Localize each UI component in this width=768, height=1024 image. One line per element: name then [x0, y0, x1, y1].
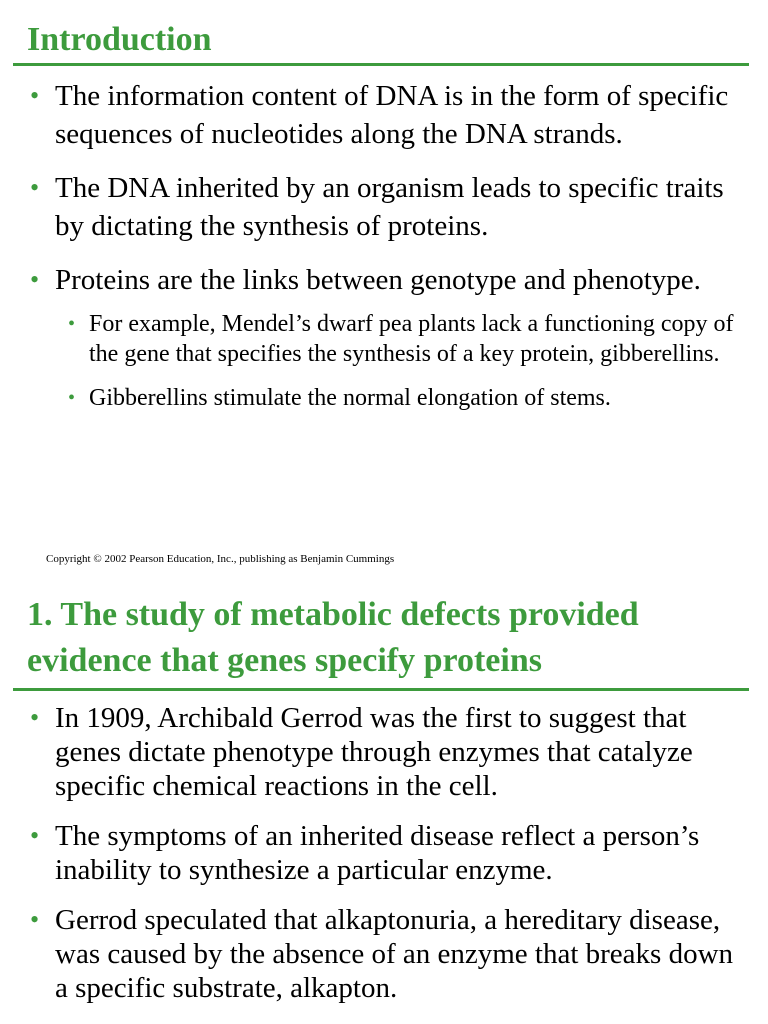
bullet-icon: •: [30, 821, 40, 850]
bullet-text: Proteins are the links between genotype and phenotype.: [55, 264, 701, 296]
sub-bullet-text: For example, Mendel’s dwarf pea plants lack a functioning copy of the gene that specifies the synthesis of a key protein, gibberellins.: [89, 311, 734, 367]
bullet-icon: •: [30, 265, 40, 294]
bullet-text: In 1909, Archibald Gerrod was the first to suggest that genes dictate phenotype through enzymes that catalyze specific chemical reactions in the cell.: [55, 702, 693, 802]
slide-title: Introduction: [27, 21, 212, 58]
sub-bullet-icon: •: [68, 387, 76, 409]
bullet-text: The information content of DNA is in the form of specific sequences of nucleotides along the DNA strands.: [55, 80, 729, 150]
slide-metabolic-defects: [0, 588, 768, 1024]
bullet-list: [0, 77, 768, 427]
bullet-item: [0, 77, 768, 153]
sub-bullet-text: Gibberellins stimulate the normal elongation of stems.: [89, 385, 611, 411]
slide-title: 1. The study of metabolic defects provided evidence that genes specify proteins: [27, 596, 639, 679]
bullet-icon: •: [30, 703, 40, 732]
sub-bullet-icon: •: [68, 313, 76, 335]
bullet-icon: •: [30, 81, 40, 110]
bullet-text: The DNA inherited by an organism leads to specific traits by dictating the synthesis of proteins.: [55, 172, 724, 242]
sub-bullet-item: [0, 383, 768, 413]
bullet-item: [0, 819, 768, 887]
bullet-item: [0, 261, 768, 299]
title-divider: [13, 63, 749, 66]
copyright-notice: Copyright © 2002 Pearson Education, Inc., publishing as Benjamin Cummings: [46, 553, 395, 565]
bullet-item: [0, 903, 768, 1005]
bullet-icon: •: [30, 173, 40, 202]
bullet-item: [0, 701, 768, 803]
bullet-icon: •: [30, 905, 40, 934]
bullet-text: Gerrod speculated that alkaptonuria, a hereditary disease, was caused by the absence of an enzyme that breaks down a specific substrate, alkapton.: [55, 904, 734, 1004]
bullet-text: The symptoms of an inherited disease reflect a person’s inability to synthesize a particular enzyme.: [55, 820, 700, 886]
title-divider: [13, 688, 749, 691]
sub-bullet-item: [0, 309, 768, 369]
bullet-item: [0, 169, 768, 245]
bullet-list: [0, 701, 768, 1021]
